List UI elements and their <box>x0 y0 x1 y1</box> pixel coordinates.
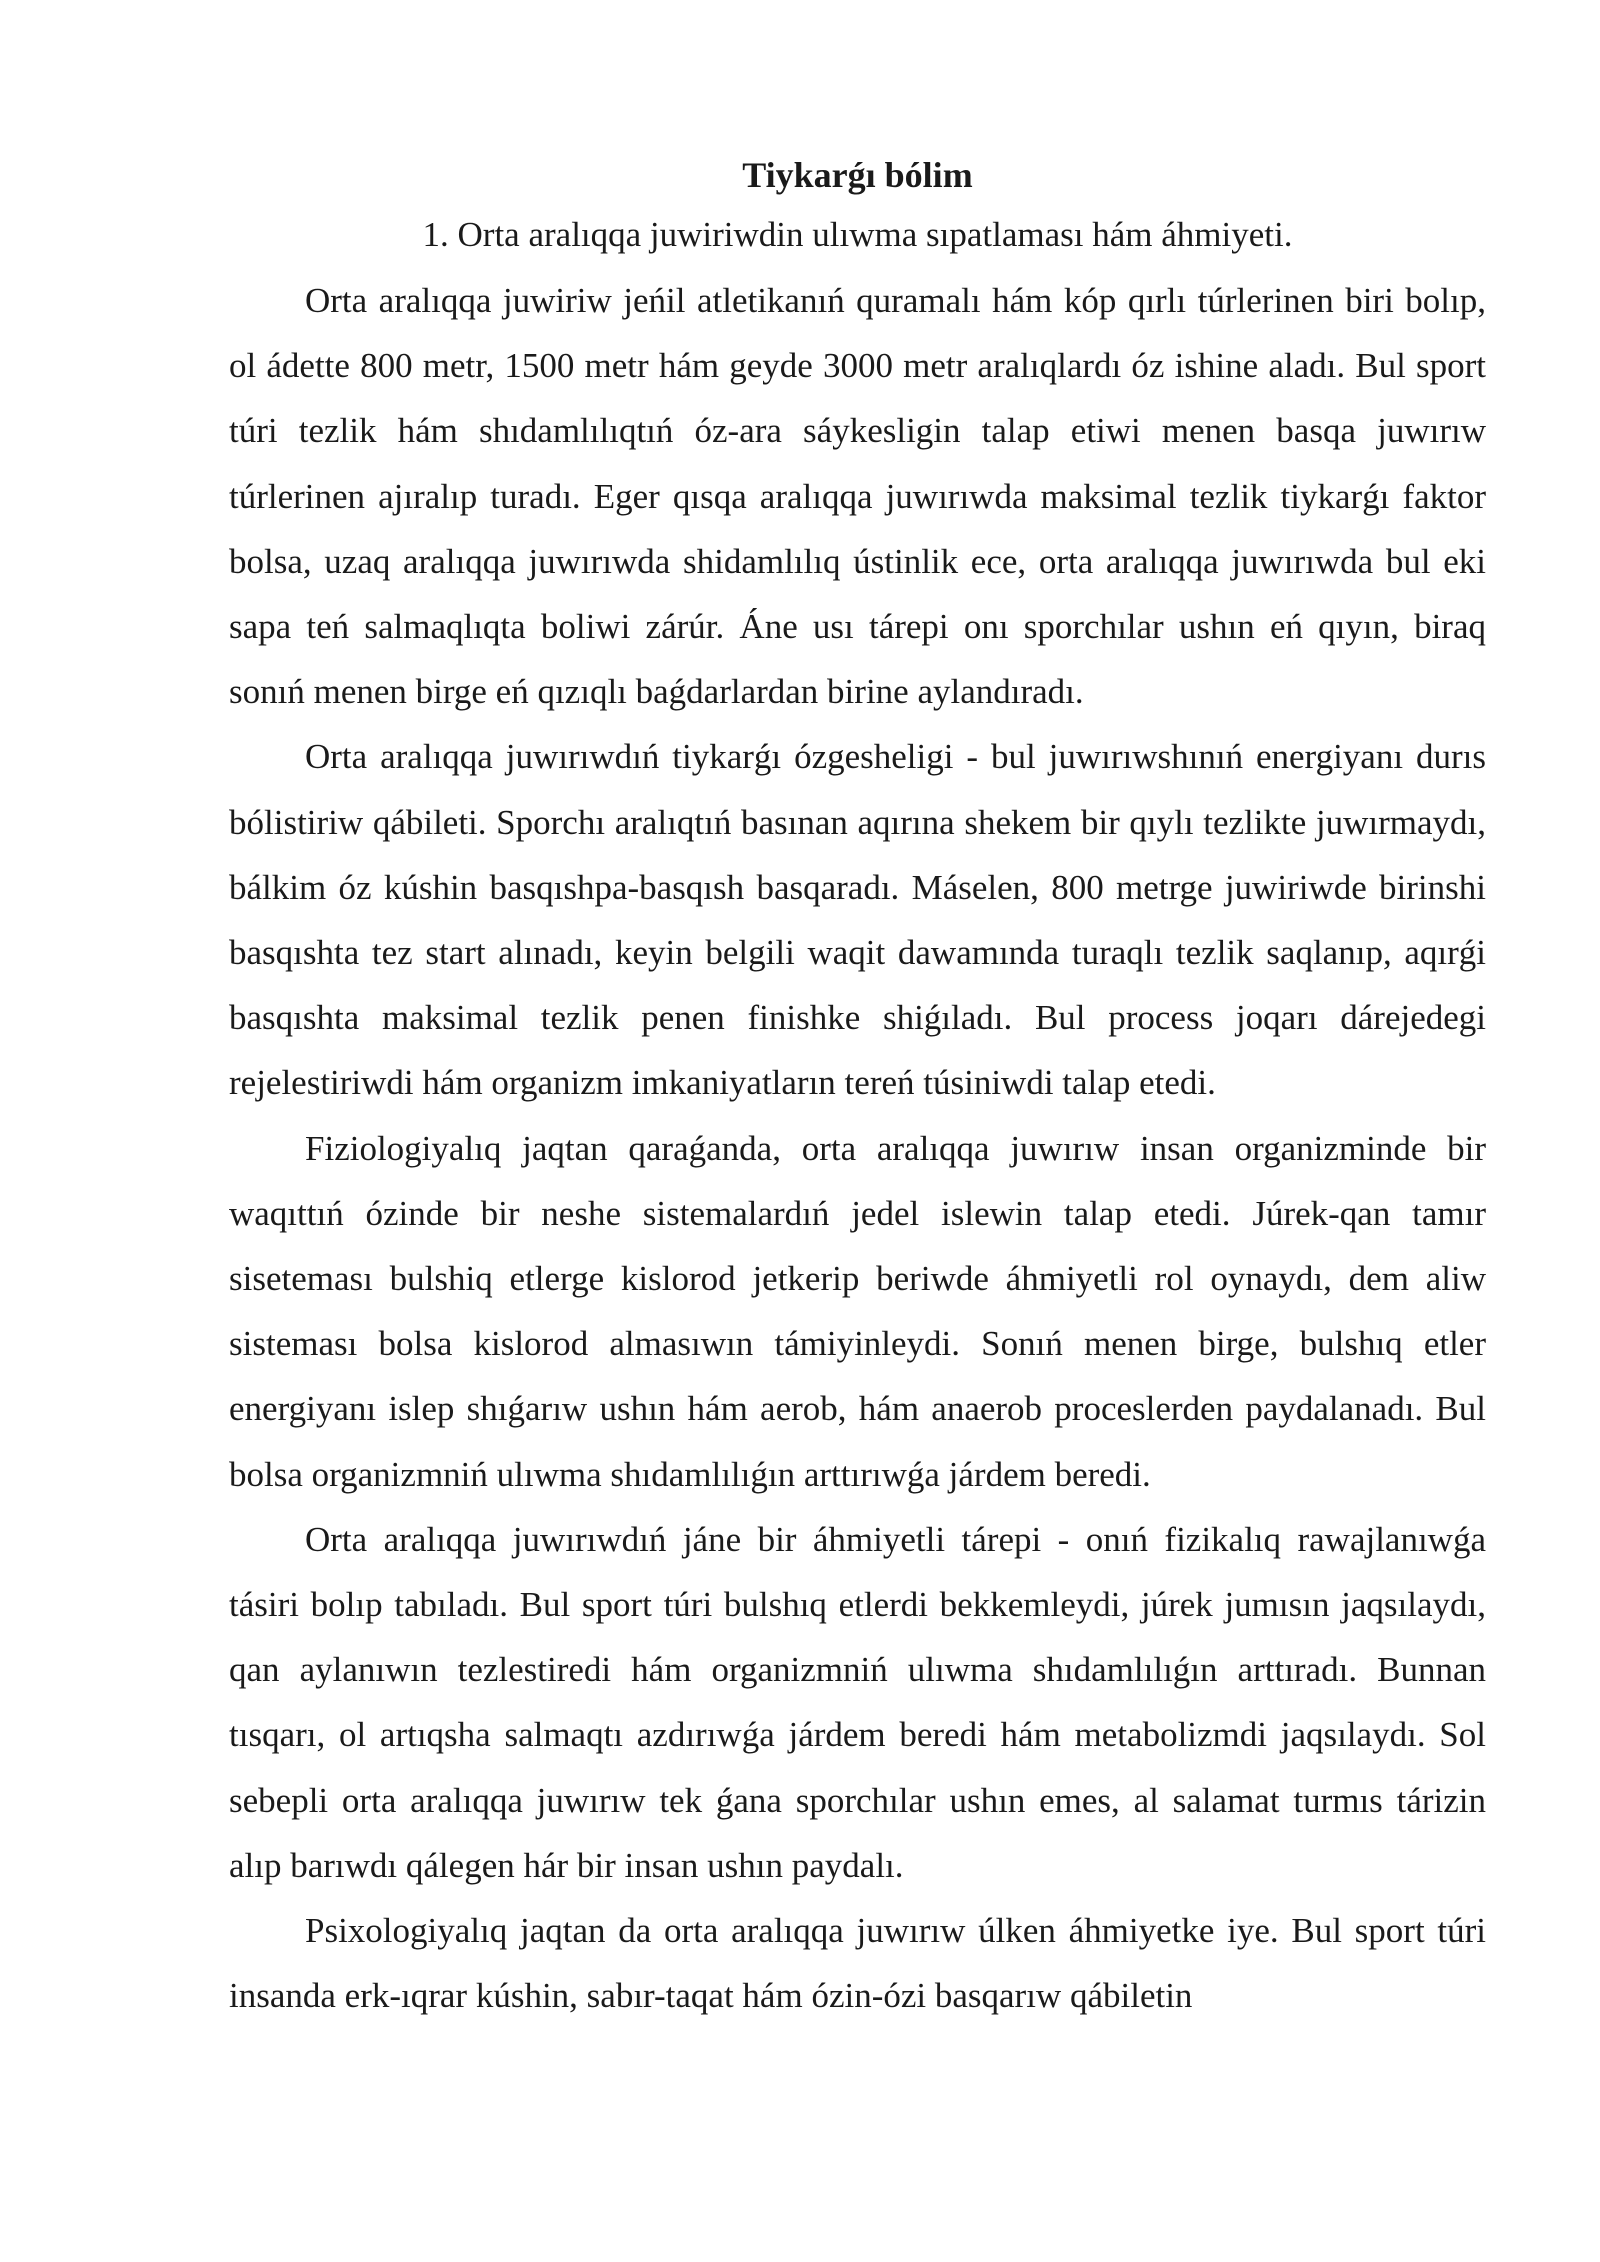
paragraph: Orta aralıqqa juwiriw jeńil atletikanıń quramalı hám kóp qırlı túrlerinen biri bolıp, ol ádette 800 metr, 1500 metr hám geyde 3000 metr aralıqlardı óz ishine aladı. Bul sport túri tezlik hám shıdamlılıqtıń óz-ara sáykesligin talap etiwi menen basqa juwırıw túrlerinen ajıralıp turadı. Eger qısqa aralıqqa juwırıwda maksimal tezlik tiykarǵı faktor bolsa, uzaq aralıqqa juwırıwda shidamlılıq ústinlik ece, orta aralıqqa juwırıwda bul eki sapa teń salmaqlıqta boliwi zárúr. Áne usı tárepi onı sporchılar ushın eń qıyın, biraq sonıń menen birge eń qızıqlı baǵdarlardan birine aylandıradı. <box>229 281 1486 712</box>
section-subtitle: 1. Orta aralıqqa juwiriwdin ulıwma sıpatlaması hám áhmiyeti. <box>422 215 1293 254</box>
paragraph: Fiziologiyalıq jaqtan qaraǵanda, orta aralıqqa juwırıw insan organizminde bir waqıttıń ózinde bir neshe sistemalardıń jedel islewin talap etedi. Júrek-qan tamır siseteması bulshiq etlerge kislorod jetkerip beriwde áhmiyetli rol oynaydı, dem aliw sisteması bolsa kislorod almasıwın támiyinleydi. Sonıń menen birge, bulshıq etler energiyanı islep shıǵarıw ushın hám aerob, hám anaerob proceslerden paydalanadı. Bul bolsa organizmniń ulıwma shıdamlılıǵın arttırıwǵa járdem beredi. <box>229 1128 1486 1494</box>
section-title: Tiykarǵı bólim <box>742 155 973 195</box>
paragraph: Psixologiyalıq jaqtan da orta aralıqqa juwırıw úlken áhmiyetke iye. Bul sport túri insanda erk-ıqrar kúshin, sabır-taqat hám ózin-ózi basqarıw qábiletin <box>229 1911 1486 2016</box>
document-page <box>229 148 1486 2028</box>
paragraph: Orta aralıqqa juwırıwdıń jáne bir áhmiyetli tárepi - onıń fizikalıq rawajlanıwǵa tásiri bolıp tabıladı. Bul sport túri bulshıq etlerdi bekkemleydi, júrek jumısın jaqsılaydı, qan aylanıwın tezlestiredi hám organizmniń ulıwma shıdamlılıǵın arttıradı. Bunnan tısqarı, ol artıqsha salmaqtı azdırıwǵa járdem beredi hám metabolizmdi jaqsılaydı. Sol sebepli orta aralıqqa juwırıw tek ǵana sporchılar ushın emes, al salamat turmıs tárizin alıp barıwdı qálegen hár bir insan ushın paydalı. <box>229 1519 1486 1885</box>
paragraph: Orta aralıqqa juwırıwdıń tiykarǵı ózgesheligi - bul juwırıwshınıń energiyanı durıs bólistiriw qábileti. Sporchı aralıqtıń basınan aqırına shekem bir qıylı tezlikte juwırmaydı, bálkim óz kúshin basqıshpa-basqısh basqaradı. Máselen, 800 metrge juwiriwde birinshi basqıshta tez start alınadı, keyin belgili waqit dawamında turaqlı tezlik saqlanıp, aqırǵi basqıshta maksimal tezlik penen finishke shiǵıladı. Bul process joqarı dárejedegi rejelestiriwdi hám organizm imkaniyatların tereń túsiniwdi talap etedi. <box>229 737 1486 1103</box>
